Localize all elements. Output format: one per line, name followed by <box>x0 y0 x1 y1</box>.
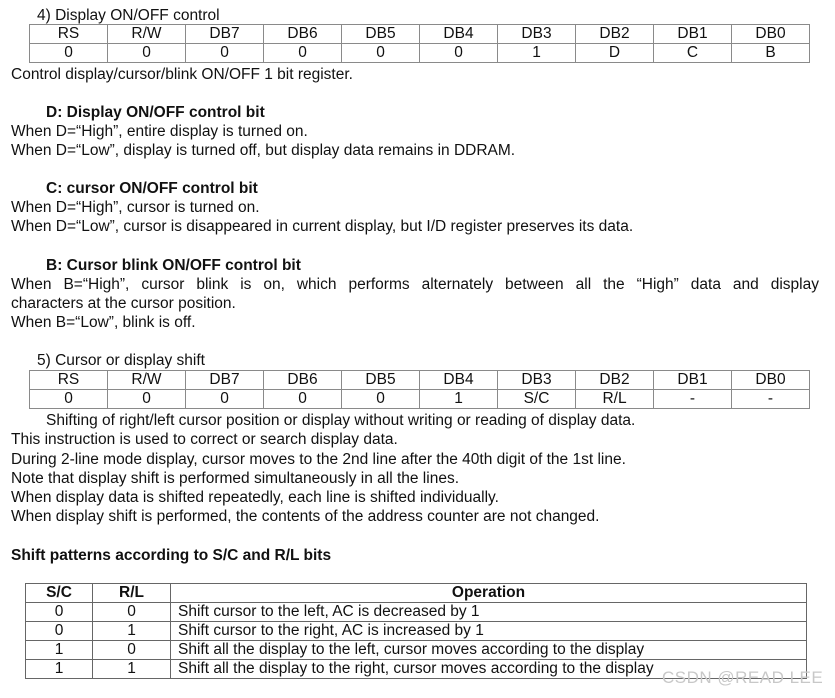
header-cell: DB2 <box>576 371 654 390</box>
section5-line: Note that display shift is performed simultaneously in all the lines. <box>11 470 459 487</box>
rl-cell: 1 <box>93 660 171 679</box>
value-cell: R/L <box>576 390 654 409</box>
header-cell: DB0 <box>732 25 810 44</box>
header-cell: R/L <box>93 584 171 603</box>
value-cell: S/C <box>498 390 576 409</box>
value-cell: 0 <box>108 390 186 409</box>
section5-line: During 2-line mode display, cursor moves to the 2nd line after the 40th digit of the 1st line. <box>11 451 626 468</box>
table-row <box>26 603 807 622</box>
value-cell: 0 <box>30 44 108 63</box>
header-cell: DB2 <box>576 25 654 44</box>
header-cell: DB5 <box>342 25 420 44</box>
bit-b-title: B: Cursor blink ON/OFF control bit <box>46 257 301 274</box>
sc-cell: 1 <box>26 641 93 660</box>
table-header-row <box>30 371 810 390</box>
header-cell: RS <box>30 25 108 44</box>
section5-heading: 5) Cursor or display shift <box>37 352 205 369</box>
bit-c-title: C: cursor ON/OFF control bit <box>46 180 258 197</box>
section5-line: Shifting of right/left cursor position or display without writing or reading of display data. <box>46 412 636 429</box>
table-header-row <box>26 584 807 603</box>
header-cell: Operation <box>171 584 807 603</box>
bit-c-line: When D=“Low”, cursor is disappeared in current display, but I/D register preserves its data. <box>11 218 634 235</box>
header-cell: DB1 <box>654 371 732 390</box>
value-cell: 1 <box>420 390 498 409</box>
table-header-row <box>30 25 810 44</box>
sc-cell: 1 <box>26 660 93 679</box>
header-cell: DB4 <box>420 371 498 390</box>
header-cell: DB1 <box>654 25 732 44</box>
value-cell: 0 <box>342 44 420 63</box>
rl-cell: 0 <box>93 641 171 660</box>
section5-line: When display data is shifted repeatedly, each line is shifted individually. <box>11 489 499 506</box>
header-cell: S/C <box>26 584 93 603</box>
value-cell: B <box>732 44 810 63</box>
table-row <box>26 641 807 660</box>
value-cell: - <box>732 390 810 409</box>
header-cell: DB3 <box>498 371 576 390</box>
header-cell: DB5 <box>342 371 420 390</box>
section4-heading: 4) Display ON/OFF control <box>37 7 220 24</box>
shift-patterns-table <box>25 583 807 679</box>
value-cell: - <box>654 390 732 409</box>
rl-cell: 1 <box>93 622 171 641</box>
bit-c-line: When D=“High”, cursor is turned on. <box>11 199 260 216</box>
section4-register-table <box>29 24 810 63</box>
section5-line: This instruction is used to correct or search display data. <box>11 431 398 448</box>
header-cell: DB6 <box>264 371 342 390</box>
value-cell: 0 <box>186 390 264 409</box>
bit-b-line: When B=“High”, cursor blink is on, which performs alternately between all the “High” data and display <box>11 276 819 293</box>
operation-cell: Shift cursor to the left, AC is decreased by 1 <box>171 603 807 622</box>
bit-d-line: When D=“Low”, display is turned off, but display data remains in DDRAM. <box>11 142 516 159</box>
bit-b-line: When B=“Low”, blink is off. <box>11 314 196 331</box>
header-cell: DB4 <box>420 25 498 44</box>
header-cell: R/W <box>108 371 186 390</box>
header-cell: R/W <box>108 25 186 44</box>
sc-cell: 0 <box>26 603 93 622</box>
value-cell: 0 <box>420 44 498 63</box>
table-row <box>30 390 810 409</box>
section5-register-table <box>29 370 810 409</box>
header-cell: DB7 <box>186 25 264 44</box>
section4-summary: Control display/cursor/blink ON/OFF 1 bit register. <box>11 66 353 83</box>
sc-cell: 0 <box>26 622 93 641</box>
header-cell: DB6 <box>264 25 342 44</box>
value-cell: 1 <box>498 44 576 63</box>
shift-patterns-title: Shift patterns according to S/C and R/L bits <box>11 547 332 564</box>
value-cell: 0 <box>264 390 342 409</box>
value-cell: C <box>654 44 732 63</box>
value-cell: D <box>576 44 654 63</box>
operation-cell: Shift all the display to the right, cursor moves according to the display <box>171 660 807 679</box>
value-cell: 0 <box>342 390 420 409</box>
header-cell: RS <box>30 371 108 390</box>
watermark: CSDN @READ LEE <box>662 668 824 687</box>
table-row <box>26 622 807 641</box>
table-row <box>30 44 810 63</box>
header-cell: DB7 <box>186 371 264 390</box>
section5-line: When display shift is performed, the contents of the address counter are not changed. <box>11 508 600 525</box>
bit-b-line: characters at the cursor position. <box>11 295 236 312</box>
operation-cell: Shift cursor to the right, AC is increased by 1 <box>171 622 807 641</box>
value-cell: 0 <box>264 44 342 63</box>
value-cell: 0 <box>186 44 264 63</box>
value-cell: 0 <box>108 44 186 63</box>
bit-d-title: D: Display ON/OFF control bit <box>46 104 265 121</box>
value-cell: 0 <box>30 390 108 409</box>
header-cell: DB0 <box>732 371 810 390</box>
bit-d-line: When D=“High”, entire display is turned on. <box>11 123 308 140</box>
header-cell: DB3 <box>498 25 576 44</box>
operation-cell: Shift all the display to the left, cursor moves according to the display <box>171 641 807 660</box>
rl-cell: 0 <box>93 603 171 622</box>
